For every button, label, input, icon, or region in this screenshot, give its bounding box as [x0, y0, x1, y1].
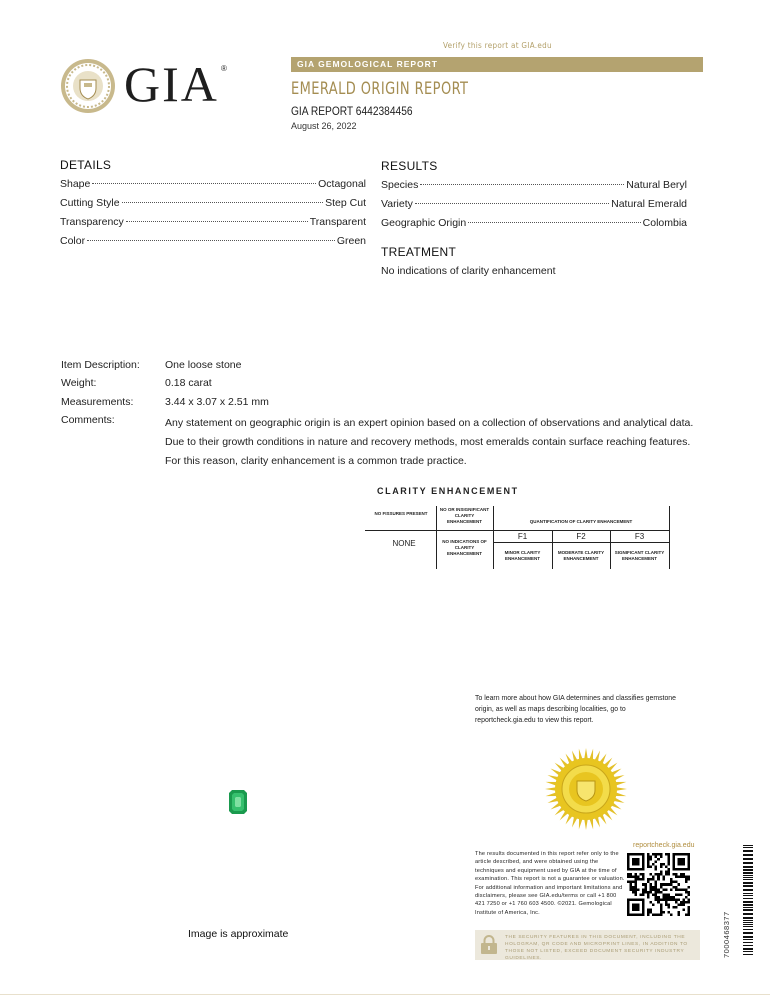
detail-value: Green	[336, 235, 366, 247]
f1-code: F1	[517, 532, 528, 541]
quantification-header: QUANTIFICATION OF CLARITY ENHANCEMENT	[529, 519, 633, 524]
detail-value: Octagonal	[318, 178, 366, 190]
result-key: Species	[381, 179, 419, 191]
lock-icon	[480, 935, 498, 955]
f2-code: F2	[576, 532, 586, 541]
no-fissures-header: NO FISSURES PRESENT	[374, 511, 428, 516]
f3-code: F3	[634, 532, 645, 541]
report-title: EMERALD ORIGIN REPORT	[291, 79, 469, 99]
item-description-label: Item Description:	[61, 359, 140, 371]
none-value: NONE	[392, 539, 416, 548]
reportcheck-link[interactable]: reportcheck.gia.edu	[633, 842, 695, 849]
comments-text: Any statement on geographic origin is an expert opinion based on a collection of observations and analytical data. Due to their growth conditions in nature and recovery methods, most emeralds contain surface reaching features. For this reason, clarity enhancement is a common trade practice.	[165, 417, 694, 467]
measurements-label: Measurements:	[61, 396, 134, 408]
details-heading: DETAILS	[60, 158, 112, 172]
serial-number: 7000468377	[722, 911, 731, 958]
gold-seal-icon	[545, 748, 627, 830]
barcode-icon	[743, 845, 753, 957]
measurements-value: 3.44 x 3.07 x 2.51 mm	[165, 396, 269, 408]
detail-row-color	[60, 235, 366, 247]
result-value: Colombia	[642, 217, 687, 229]
detail-value: Transparent	[309, 216, 366, 228]
result-key: Variety	[381, 198, 413, 210]
report-number: GIA REPORT 6442384456	[291, 104, 413, 118]
result-value: Natural Beryl	[626, 179, 687, 191]
f1-desc: MINOR CLARITY ENHANCEMENT	[504, 550, 541, 561]
detail-value: Step Cut	[325, 197, 366, 209]
f2-desc: MODERATE CLARITY ENHANCEMENT	[557, 550, 605, 561]
image-caption: Image is approximate	[188, 928, 289, 940]
registered-mark: ®	[221, 64, 227, 73]
detail-key: Transparency	[60, 216, 124, 228]
gia-logo-text: GIA	[124, 56, 219, 112]
result-value: Natural Emerald	[611, 198, 687, 210]
result-row-variety	[381, 198, 687, 210]
detail-key: Cutting Style	[60, 197, 120, 209]
result-row-origin	[381, 217, 687, 229]
insignificant-header: NO OR INSIGNIFICANT CLARITY ENHANCEMENT	[439, 507, 490, 524]
verify-link[interactable]: Verify this report at GIA.edu	[443, 41, 552, 50]
treatment-text: No indications of clarity enhancement	[381, 265, 556, 277]
emerald-gem-icon	[229, 790, 247, 814]
qr-code-icon[interactable]	[627, 853, 690, 916]
detail-row-shape	[60, 178, 366, 190]
gia-seal-icon	[60, 58, 116, 114]
result-row-species	[381, 179, 687, 191]
report-banner: GIA GEMOLOGICAL REPORT	[291, 57, 703, 72]
no-indications-value: NO INDICATIONS OF CLARITY ENHANCEMENT	[442, 539, 487, 556]
detail-key: Color	[60, 235, 86, 247]
bottom-border	[0, 994, 770, 995]
security-text: THE SECURITY FEATURES IN THIS DOCUMENT, INCLUDING THE HOLOGRAM, QR CODE AND MICROPRINT LINES, IN ADDITION TO THOSE NOT LISTED, EXCEED DOCUMENT SECURITY INDUSTRY GUIDELINES.	[505, 935, 688, 961]
detail-row-cutting-style	[60, 197, 366, 209]
learn-more-text: To learn more about how GIA determines and classifies gemstone origin, as well as maps describing localities, go to reportcheck.gia.edu to view this report.	[475, 693, 676, 724]
result-key: Geographic Origin	[381, 217, 467, 229]
results-heading: RESULTS	[381, 159, 438, 173]
f3-desc: SIGNIFICANT CLARITY ENHANCEMENT	[614, 550, 665, 561]
weight-label: Weight:	[61, 377, 97, 389]
item-description-value: One loose stone	[165, 359, 242, 371]
clarity-enhancement-title: CLARITY ENHANCEMENT	[377, 486, 519, 496]
clarity-enhancement-table	[365, 506, 670, 569]
weight-value: 0.18 carat	[165, 377, 212, 389]
comments-label: Comments:	[61, 414, 115, 426]
treatment-heading: TREATMENT	[381, 245, 457, 259]
detail-key: Shape	[60, 178, 91, 190]
detail-row-transparency	[60, 216, 366, 228]
fine-print: The results documented in this report refer only to the article described, and were obtained using the techniques and equipment used by GIA at the time of examination. This report is not a guarantee or valuation. For additional information and important limitations and disclaimers, please see GIA.edu/terms or call +1 800 421 7250 or +1 760 603 4500. ©2021. Gemological Institute of America, Inc.	[475, 851, 625, 916]
report-date: August 26, 2022	[291, 121, 357, 131]
